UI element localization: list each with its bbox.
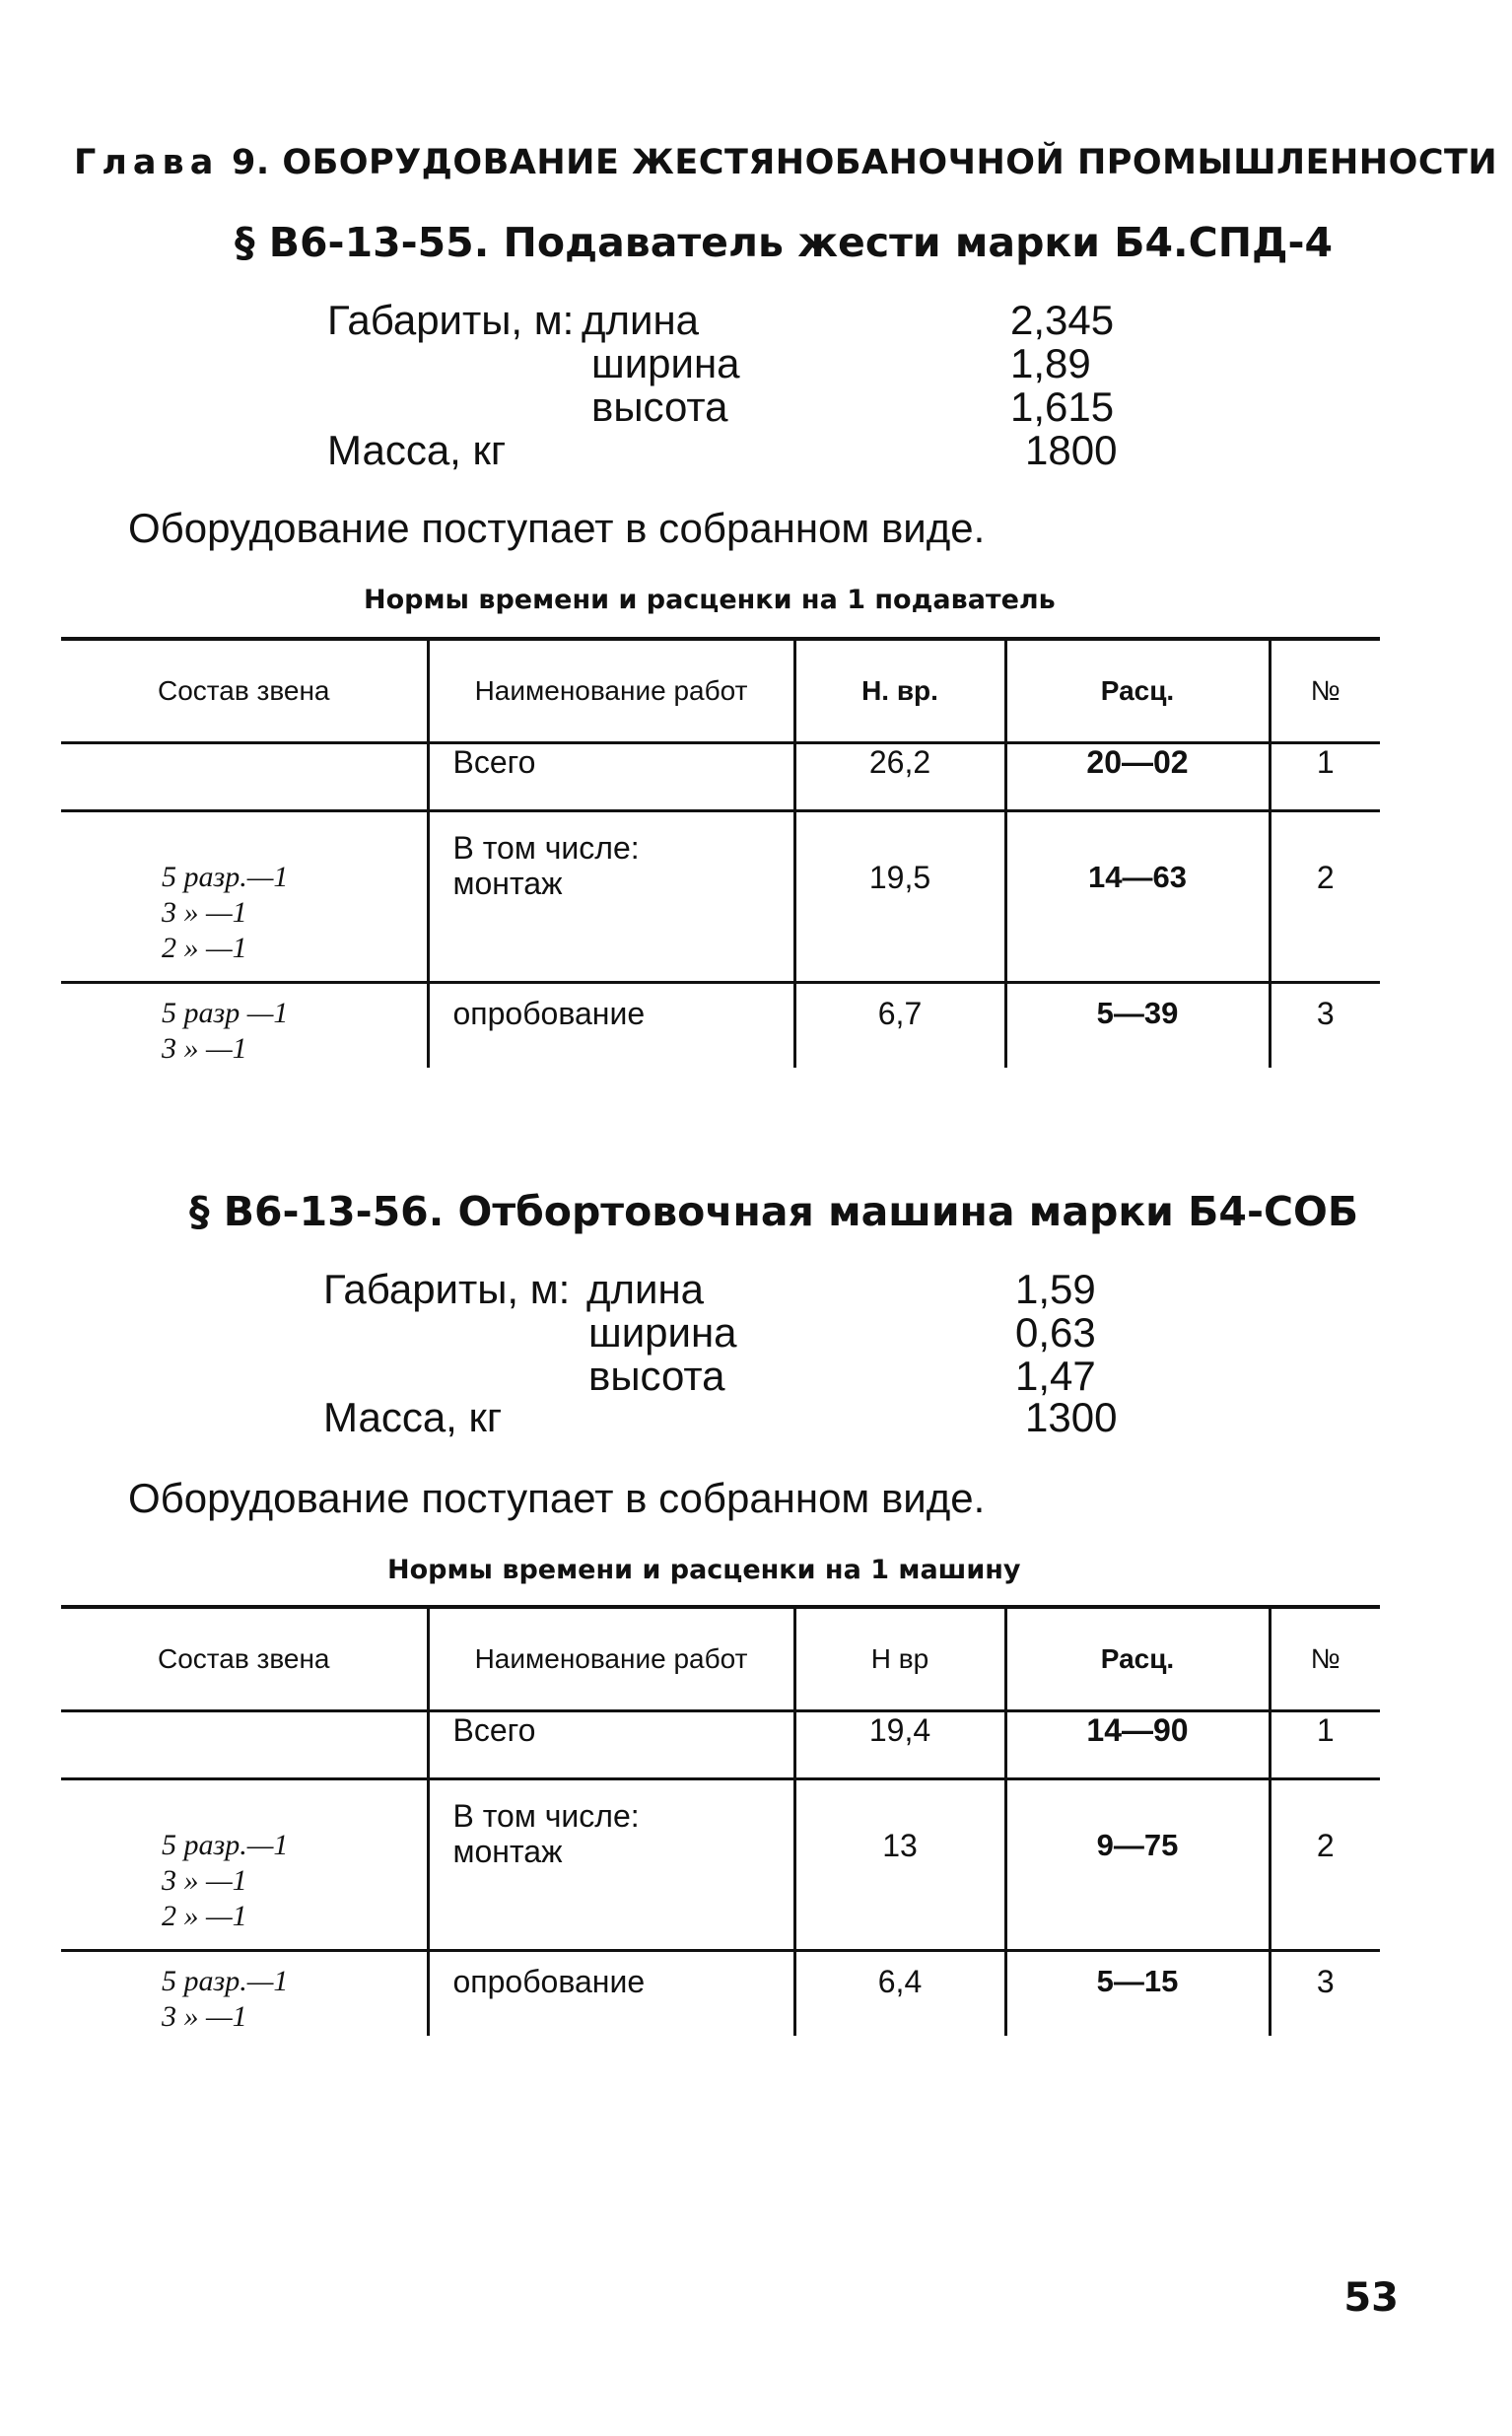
section-2-mass-value: 1300 (1025, 1394, 1118, 1440)
section-2-norms-table (61, 1605, 1380, 2036)
chapter-number: 9. (232, 143, 270, 182)
header-crew: Состав звена (61, 639, 428, 743)
row-number-cell: 3 (1270, 1951, 1380, 2036)
section-2-width-value: 0,63 (1015, 1309, 1096, 1356)
crew-line: 5 разр.—1 (162, 1829, 289, 1861)
crew-cell (61, 1779, 428, 1951)
header-rate: Расц. (1005, 1607, 1270, 1711)
table-row (61, 1951, 1380, 2036)
section-1-width-label: ширина (591, 340, 740, 386)
crew-line: 2 » —1 (162, 932, 247, 964)
header-rate: Расц. (1005, 639, 1270, 743)
chapter-title: ОБОРУДОВАНИЕ ЖЕСТЯНОБАНОЧНОЙ ПРОМЫШЛЕННОСТИ (282, 143, 1498, 182)
work-cell (428, 811, 794, 983)
section-1-mass-label: Масса, кг (327, 427, 507, 473)
rate-cell: 5—39 (1005, 983, 1270, 1068)
section-1-height-value: 1,615 (1010, 383, 1115, 430)
crew-cell (61, 743, 428, 811)
crew-line: 5 разр.—1 (162, 861, 289, 893)
section-1-mass-value: 1800 (1025, 427, 1118, 473)
section-2-heading: § В6-13-56. Отбортовочная машина марки Б4-СОБ (189, 1188, 1359, 1235)
rate-cell: 9—75 (1005, 1779, 1270, 1951)
table-row (61, 1711, 1380, 1779)
section-2-mass-label: Масса, кг (323, 1394, 503, 1440)
time-cell: 13 (794, 1779, 1005, 1951)
section-2-height-label: высота (588, 1353, 725, 1399)
work-cell: Всего (428, 1711, 794, 1779)
crew-cell (61, 1711, 428, 1779)
crew-line: 3 » —1 (162, 896, 247, 929)
section-2-height-value: 1,47 (1015, 1353, 1096, 1399)
row-number-cell: 2 (1270, 1779, 1380, 1951)
work-cell: опробование (428, 983, 794, 1068)
time-cell: 19,4 (794, 1711, 1005, 1779)
section-2-note: Оборудование поступает в собранном виде. (128, 1475, 986, 1521)
crew-line: 5 разр.—1 (162, 1965, 289, 1997)
page-number: 53 (1343, 2275, 1399, 2321)
row-number-cell: 2 (1270, 811, 1380, 983)
work-line: В том числе: (452, 830, 640, 866)
header-crew: Состав звена (61, 1607, 428, 1711)
rate-cell: 5—15 (1005, 1951, 1270, 2036)
header-time: Н. вр. (794, 639, 1005, 743)
rate-cell: 20—02 (1005, 743, 1270, 811)
crew-line: 2 » —1 (162, 1900, 247, 1932)
table-row (61, 1779, 1380, 1951)
crew-line: 5 разр —1 (162, 997, 289, 1029)
crew-line: 3 » —1 (162, 2000, 247, 2033)
section-2-length-value: 1,59 (1015, 1266, 1096, 1312)
row-number-cell: 1 (1270, 743, 1380, 811)
work-line: монтаж (452, 1834, 563, 1869)
header-time: Н вр (794, 1607, 1005, 1711)
time-cell: 19,5 (794, 811, 1005, 983)
chapter-heading (74, 143, 1497, 182)
work-cell: опробование (428, 1951, 794, 2036)
chapter-prefix: Глава (74, 143, 220, 182)
section-1-table-caption: Нормы времени и расценки на 1 подаватель (364, 585, 1056, 615)
crew-cell (61, 983, 428, 1068)
section-2-table-caption: Нормы времени и расценки на 1 машину (387, 1555, 1021, 1585)
header-number: № (1270, 1607, 1380, 1711)
header-work: Наименование работ (428, 639, 794, 743)
section-1-heading: § В6-13-55. Подаватель жести марки Б4.СПД-4 (235, 219, 1334, 266)
row-number-cell: 1 (1270, 1711, 1380, 1779)
table-header-row (61, 639, 1380, 743)
work-cell: Всего (428, 743, 794, 811)
crew-cell (61, 811, 428, 983)
section-1-length-label: длина (582, 297, 700, 343)
section-2-dims-label: Габариты, м: (323, 1266, 571, 1312)
table-row (61, 743, 1380, 811)
crew-line: 3 » —1 (162, 1032, 247, 1065)
work-cell (428, 1779, 794, 1951)
rate-cell: 14—63 (1005, 811, 1270, 983)
crew-line: 3 » —1 (162, 1864, 247, 1897)
section-1-height-label: высота (591, 383, 728, 430)
table-row (61, 983, 1380, 1068)
time-cell: 26,2 (794, 743, 1005, 811)
work-line: монтаж (452, 866, 563, 901)
time-cell: 6,4 (794, 1951, 1005, 2036)
section-2-length-label: длина (586, 1266, 705, 1312)
section-2-width-label: ширина (588, 1309, 737, 1356)
section-1-length-value: 2,345 (1010, 297, 1115, 343)
crew-cell (61, 1951, 428, 2036)
section-1-width-value: 1,89 (1010, 340, 1091, 386)
section-1-dims-label: Габариты, м: (327, 297, 575, 343)
table-header-row (61, 1607, 1380, 1711)
section-1-norms-table (61, 637, 1380, 1068)
time-cell: 6,7 (794, 983, 1005, 1068)
header-number: № (1270, 639, 1380, 743)
section-1-note: Оборудование поступает в собранном виде. (128, 505, 986, 551)
work-line: В том числе: (452, 1798, 640, 1834)
table-row (61, 811, 1380, 983)
rate-cell: 14—90 (1005, 1711, 1270, 1779)
row-number-cell: 3 (1270, 983, 1380, 1068)
header-work: Наименование работ (428, 1607, 794, 1711)
